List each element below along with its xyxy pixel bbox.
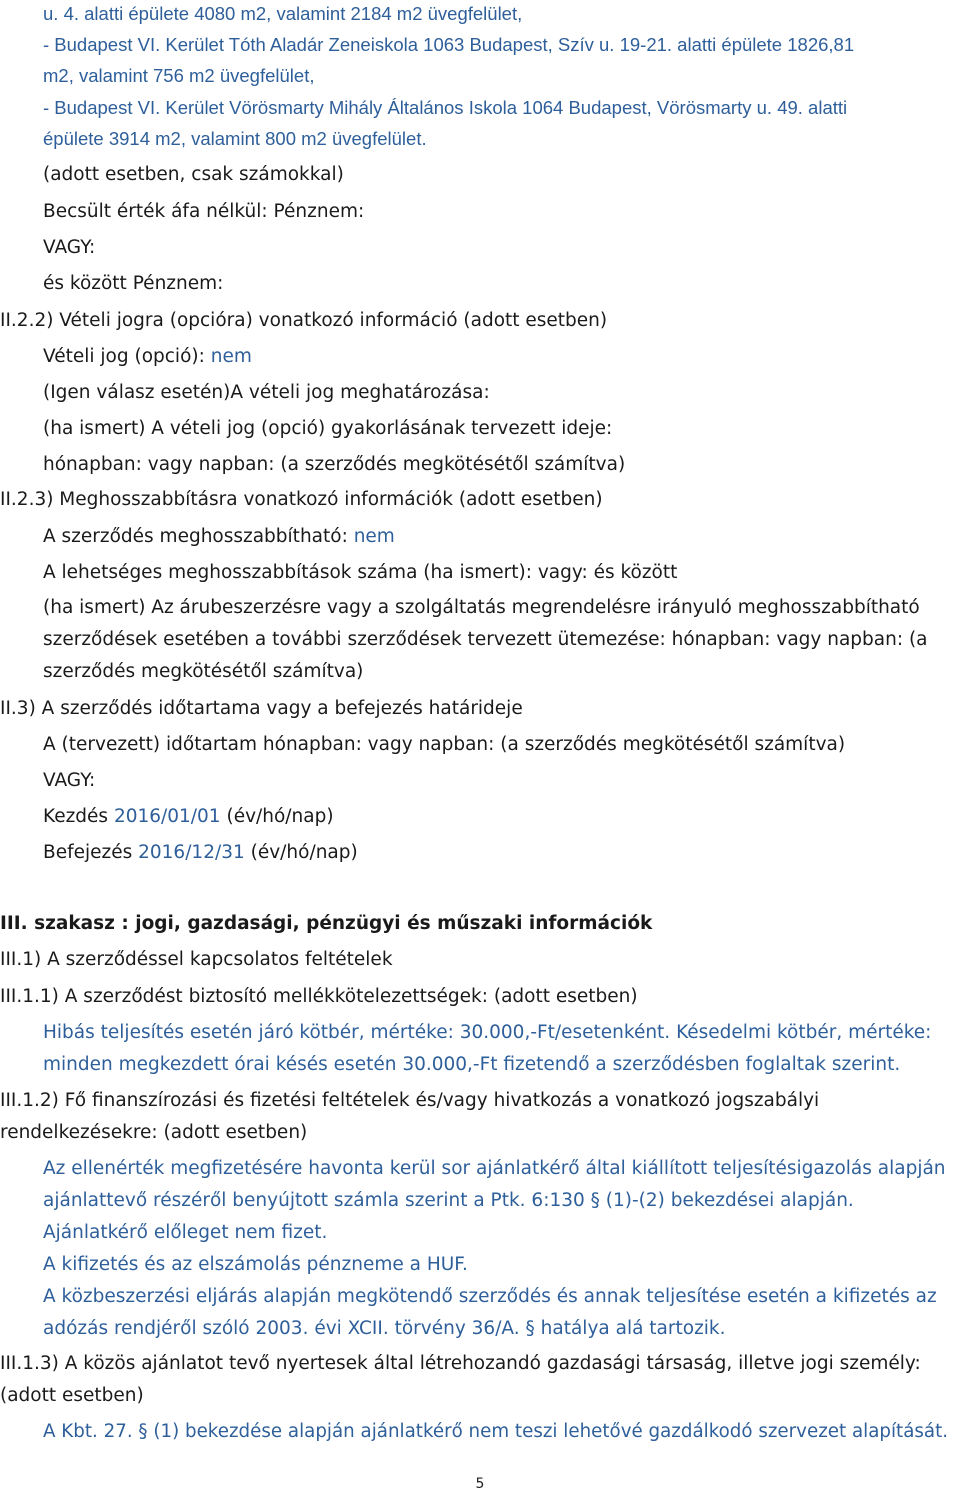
text-line: A közbeszerzési eljárás alapján megkötendő szerződés és annak teljesítése esetén a kifizetés az <box>43 1286 937 1307</box>
text-line: m2, valamint 756 m2 üvegfelület, <box>43 65 315 86</box>
text-line: A (tervezett) időtartam hónapban: vagy napban: (a szerződés megkötésétől számítva) <box>43 734 846 755</box>
section-heading: II.2.3) Meghosszabbításra vonatkozó információk (adott esetben) <box>0 489 603 510</box>
label: Befejezés <box>43 842 139 863</box>
label: Vételi jog (opció): <box>43 346 211 367</box>
text-line: Ajánlatkérő előleget nem fizet. <box>43 1222 328 1243</box>
text-line: VAGY: <box>43 237 96 258</box>
text-line: épülete 3914 m2, valamint 800 m2 üvegfelület. <box>43 128 427 149</box>
section-heading: III.1.3) A közös ajánlatot tevő nyertesek által létrehozandó gazdasági társaság, illetve jogi személy: <box>0 1353 921 1374</box>
text-line <box>43 841 358 865</box>
text-line: (ha ismert) A vételi jog (opció) gyakorlásának tervezett ideje: <box>43 418 613 439</box>
text-line: szerződések esetében a további szerződések tervezett ütemezése: hónapban: vagy napban: (a <box>43 629 928 650</box>
text-line: (adott esetben) <box>0 1385 144 1406</box>
text-line: A lehetséges meghosszabbítások száma (ha ismert): vagy: és között <box>43 562 678 583</box>
text-line: (adott esetben, csak számokkal) <box>43 164 344 185</box>
text-line: - Budapest VI. Kerület Vörösmarty Mihály Általános Iskola 1064 Budapest, Vörösmarty u. 49. alatti <box>43 97 848 118</box>
text-line: minden megkezdett órai késés esetén 30.000,-Ft fizetendő a szerződésben foglaltak szerint. <box>43 1054 901 1075</box>
label: (év/hó/nap) <box>220 806 334 827</box>
text-line: rendelkezésekre: (adott esetben) <box>0 1122 308 1143</box>
value: nem <box>353 526 395 547</box>
text-line: u. 4. alatti épülete 4080 m2, valamint 2184 m2 üvegfelület, <box>43 3 523 24</box>
section-heading: III.1) A szerződéssel kapcsolatos feltételek <box>0 949 393 970</box>
value: nem <box>210 346 252 367</box>
text-line: és között Pénznem: <box>43 273 224 294</box>
section-heading: III.1.1) A szerződést biztosító mellékkötelezettségek: (adott esetben) <box>0 986 638 1007</box>
text-line: ajánlattevő részéről benyújtott számla szerint a Ptk. 6:130 § (1)-(2) bekezdései alapján. <box>43 1190 854 1211</box>
text-line: Az ellenérték megfizetésére havonta kerül sor ajánlatkérő által kiállított teljesítésigazolás alapján <box>43 1158 946 1179</box>
text-line: (Igen válasz esetén)A vételi jog meghatározása: <box>43 382 490 403</box>
label: (év/hó/nap) <box>244 842 358 863</box>
text-line: (ha ismert) Az árubeszerzésre vagy a szolgáltatás megrendelésre irányuló meghosszabbítható <box>43 597 920 618</box>
start-date: 2016/01/01 <box>113 806 221 827</box>
label: Kezdés <box>43 806 114 827</box>
section-heading: II.2.2) Vételi jogra (opcióra) vonatkozó információ (adott esetben) <box>0 310 608 331</box>
text-line: Hibás teljesítés esetén járó kötbér, mértéke: 30.000,-Ft/esetenként. Késedelmi kötbér, mértéke: <box>43 1022 932 1043</box>
text-line <box>43 525 395 549</box>
text-line: szerződés megkötésétől számítva) <box>43 661 364 682</box>
text-line <box>43 345 252 369</box>
text-line: VAGY: <box>43 770 96 791</box>
text-line: - Budapest VI. Kerület Tóth Aladár Zeneiskola 1063 Budapest, Szív u. 19-21. alatti épülete 1826,81 <box>43 34 855 55</box>
end-date: 2016/12/31 <box>138 842 245 863</box>
label: A szerződés meghosszabbítható: <box>43 526 354 547</box>
section-heading: II.3) A szerződés időtartama vagy a befejezés határideje <box>0 698 523 719</box>
text-line: adózás rendjéről szóló 2003. évi XCII. törvény 36/A. § hatálya alá tartozik. <box>43 1318 726 1339</box>
text-line: hónapban: vagy napban: (a szerződés megkötésétől számítva) <box>43 454 626 475</box>
part-heading: III. szakasz : jogi, gazdasági, pénzügyi és műszaki információk <box>0 913 653 934</box>
text-line: A Kbt. 27. § (1) bekezdése alapján ajánlatkérő nem teszi lehetővé gazdálkodó szervezet alapítását. <box>43 1421 949 1442</box>
text-line: Becsült érték áfa nélkül: Pénznem: <box>43 201 365 222</box>
text-line <box>43 805 334 829</box>
section-heading: III.1.2) Fő finanszírozási és fizetési feltételek és/vagy hivatkozás a vonatkozó jogszabályi <box>0 1090 820 1111</box>
page-number: 5 <box>475 1476 485 1492</box>
text-line: A kifizetés és az elszámolás pénzneme a HUF. <box>43 1254 468 1275</box>
